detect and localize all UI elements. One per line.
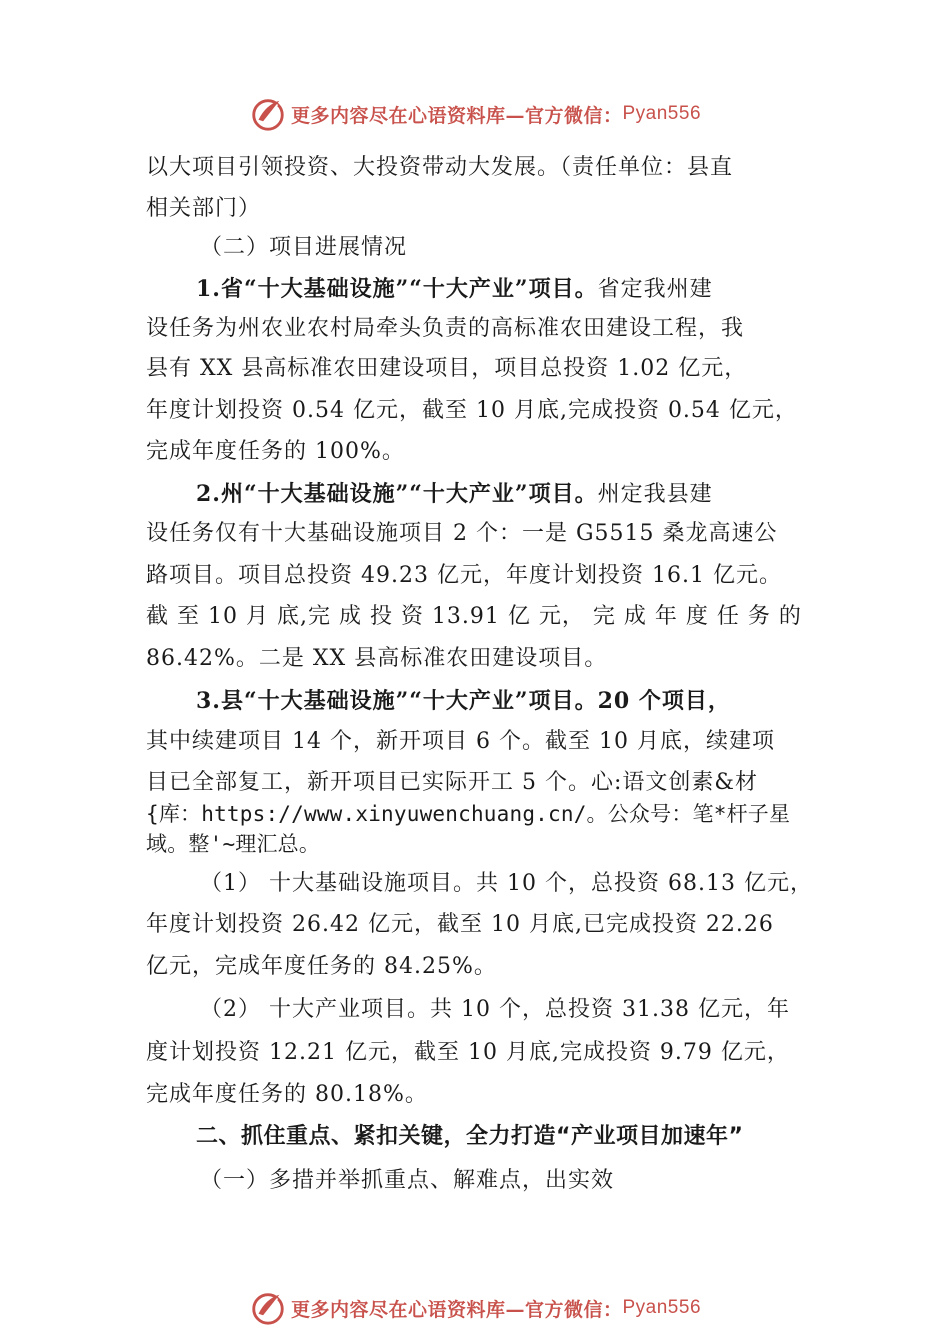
paragraph-line: 设任务为州农业农村局牵头负责的高标准农田建设工程，我 — [146, 316, 745, 341]
paragraph-line: 2.州“十大基础设施”“十大产业”项目。州定我县建 — [196, 481, 713, 507]
banner-wechat-id: Pyan556 — [622, 103, 702, 124]
section-subheading: （一）多措并举抓重点、解难点，出实效 — [200, 1168, 615, 1193]
paragraph-line: 亿元，完成年度任务的 84.25%。 — [146, 954, 497, 979]
paragraph-line: 其中续建项目 14 个，新开项目 6 个。截至 10 月底，续建项 — [146, 729, 775, 754]
paragraph-line: 完成年度任务的 100%。 — [146, 439, 405, 464]
item-heading: 2.州“十大基础设施”“十大产业”项目。 — [196, 481, 598, 507]
paragraph-line: （1） 十大基础设施项目。共 10 个，总投资 68.13 亿元， — [200, 871, 813, 896]
section-heading: 二、抓住重点、紧扣关键，全力打造“产业项目加速年” — [196, 1124, 744, 1149]
paragraph-line: 86.42%。二是 XX 县高标准农田建设项目。 — [146, 646, 608, 671]
item-heading: 3.县“十大基础设施”“十大产业”项目。 — [196, 688, 598, 714]
logo-icon — [249, 1289, 287, 1327]
paragraph-line: 截 至 10 月 底,完 成 投 资 13.91 亿 元， 完 成 年 度 任 务 的 — [146, 604, 802, 629]
paragraph-line: 1.省“十大基础设施”“十大产业”项目。省定我州建 — [196, 276, 713, 302]
paragraph-line: 以大项目引领投资、大投资带动大发展。（责任单位：县直 — [146, 155, 734, 180]
paragraph-line: 度计划投资 12.21 亿元，截至 10 月底,完成投资 9.79 亿元， — [146, 1040, 790, 1065]
banner-text: 更多内容尽在心语资料库—官方微信： — [290, 1298, 623, 1321]
paragraph-line: （2） 十大产业项目。共 10 个，总投资 31.38 亿元，年 — [200, 997, 790, 1022]
paragraph-line: 年度计划投资 0.54 亿元，截至 10 月底,完成投资 0.54 亿元， — [146, 398, 798, 423]
paragraph-line: 域。整'~理汇总。 — [146, 832, 321, 856]
logo-icon — [249, 95, 287, 133]
paragraph-line: 3.县“十大基础设施”“十大产业”项目。20 个项目， — [196, 688, 731, 714]
paragraph-line: 路项目。项目总投资 49.23 亿元，年度计划投资 16.1 亿元。 — [146, 563, 782, 588]
section-subheading: （二）项目进展情况 — [200, 235, 408, 260]
item-heading: 1.省“十大基础设施”“十大产业”项目。 — [196, 276, 598, 302]
paragraph-line: 完成年度任务的 80.18%。 — [146, 1082, 428, 1107]
watermark-banner-top — [0, 94, 950, 134]
paragraph-line: 设任务仅有十大基础设施项目 2 个：一是 G5515 桑龙高速公 — [146, 521, 778, 546]
paragraph-line: {库：https://www.xinyuwenchuang.cn/。公众号：笔*杆子星 — [146, 802, 791, 826]
banner-text: 更多内容尽在心语资料库—官方微信： — [290, 104, 623, 127]
paragraph-line: 目已全部复工，新开项目已实际开工 5 个。心:语文创素&材 — [146, 770, 758, 795]
watermark-banner-bottom — [0, 1288, 950, 1328]
paragraph-line: 年度计划投资 26.42 亿元，截至 10 月底,已完成投资 22.26 — [146, 912, 774, 937]
banner-wechat-id: Pyan556 — [622, 1297, 702, 1318]
paragraph-line: 相关部门） — [146, 196, 262, 221]
paragraph-line: 县有 XX 县高标准农田建设项目，项目总投资 1.02 亿元， — [146, 356, 748, 381]
